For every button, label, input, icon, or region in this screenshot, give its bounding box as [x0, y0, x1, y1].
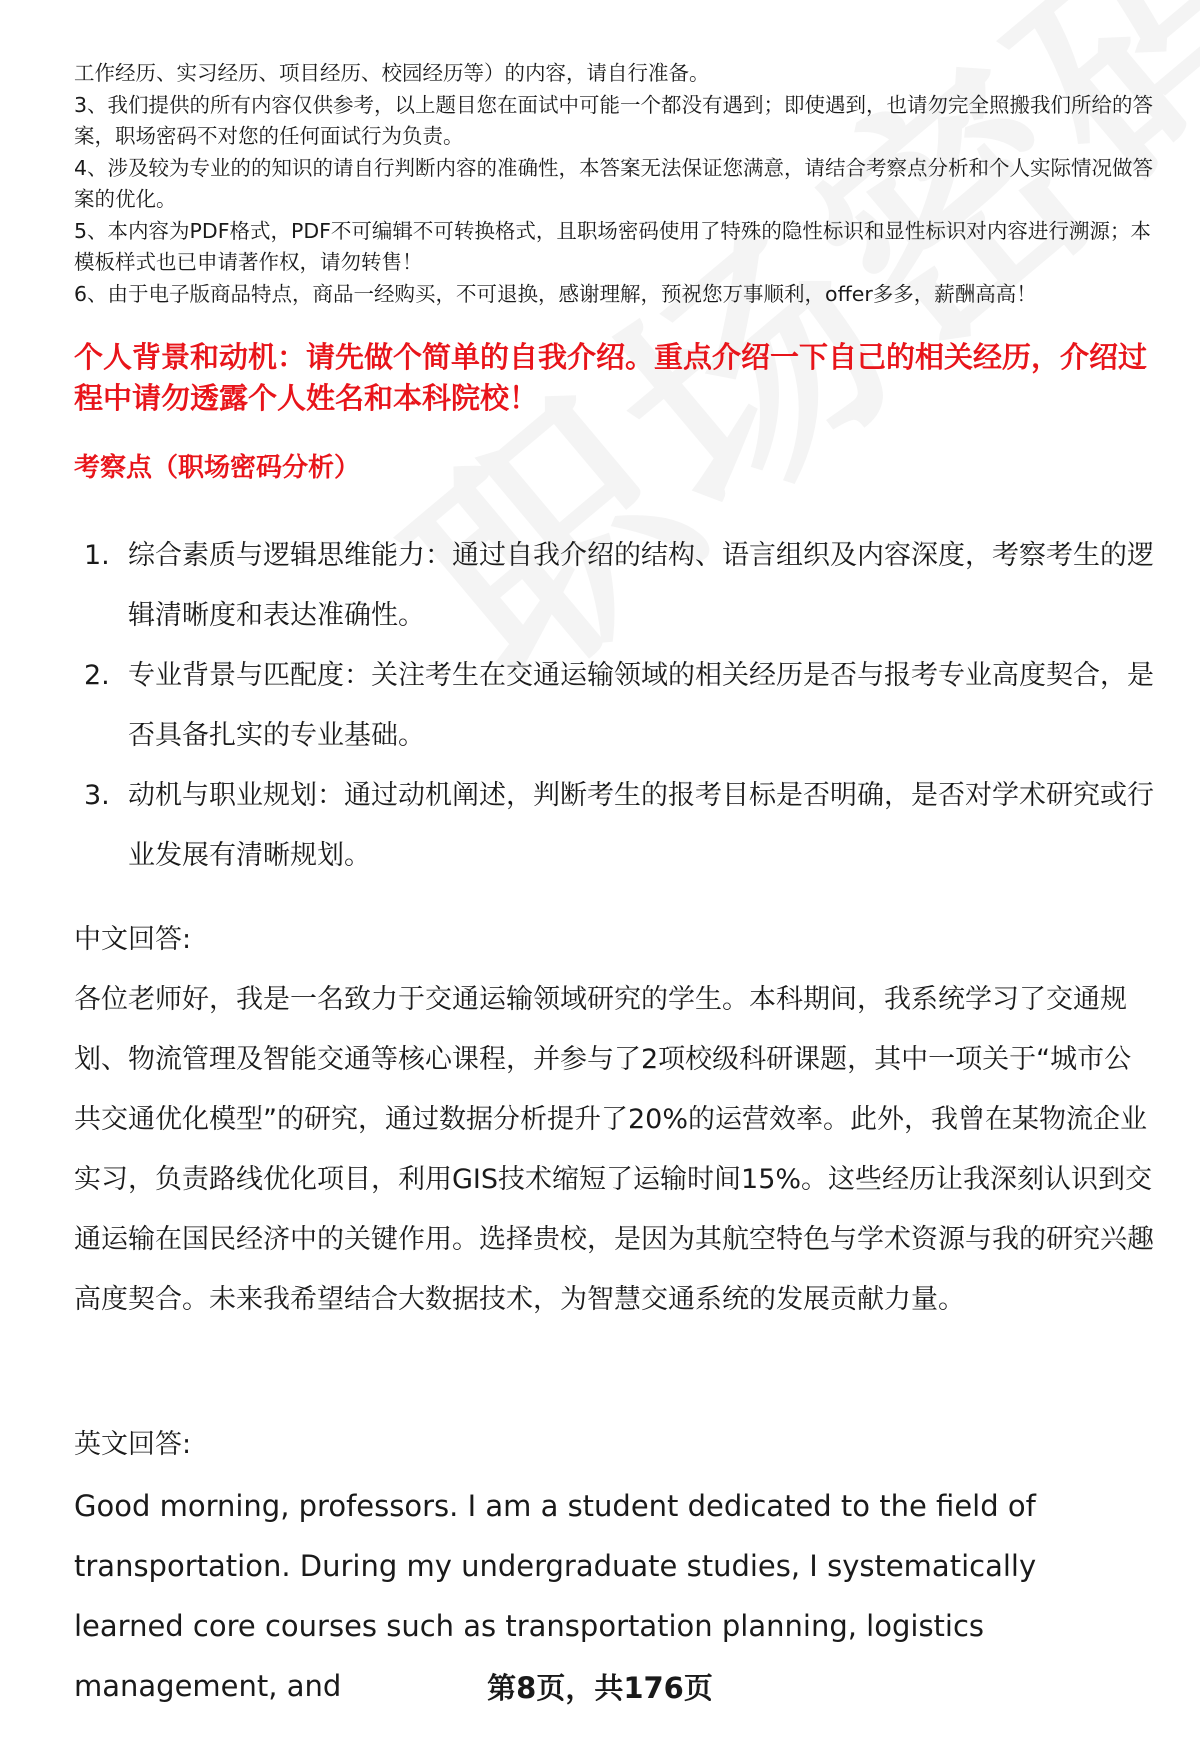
list-item-number: 1.	[84, 540, 110, 571]
list-item	[84, 646, 1164, 766]
list-item-number: 3.	[84, 780, 110, 811]
list-item	[84, 766, 1164, 886]
note-line: 3、我们提供的所有内容仅供参考，以上题目您在面试中可能一个都没有遇到；即使遇到，也请勿完全照搬我们所给的答案，职场密码不对您的任何面试行为负责。	[74, 92, 1154, 148]
list-item-text: 综合素质与逻辑思维能力：通过自我介绍的结构、语言组织及内容深度，考察考生的逻辑清晰度和表达准确性。	[128, 540, 1154, 631]
note-line: 5、本内容为PDF格式，PDF不可编辑不可转换格式，且职场密码使用了特殊的隐性标识和显性标识对内容进行溯源；本模板样式也已申请著作权，请勿转售！	[74, 218, 1151, 274]
notes-section	[74, 58, 1164, 310]
chinese-answer-label: 中文回答:	[74, 924, 192, 955]
note-line: 6、由于电子版商品特点，商品一经购买，不可退换，感谢理解，预祝您万事顺利，offer多多，薪酬高高！	[74, 281, 1037, 306]
list-item-text: 动机与职业规划：通过动机阐述，判断考生的报考目标是否明确，是否对学术研究或行业发展有清晰规划。	[128, 780, 1154, 871]
assessment-points-list	[84, 526, 1164, 886]
list-item-number: 2.	[84, 660, 110, 691]
note-line: 工作经历、实习经历、项目经历、校园经历等）的内容，请自行准备。	[74, 61, 710, 85]
english-answer-label: 英文回答:	[74, 1429, 192, 1460]
question-heading: 个人背景和动机：请先做个简单的自我介绍。重点介绍一下自己的相关经历，介绍过程中请勿透露个人姓名和本科院校！	[74, 340, 1148, 415]
note-line: 4、涉及较为专业的的知识的请自行判断内容的准确性，本答案无法保证您满意，请结合考察点分析和个人实际情况做答案的优化。	[74, 155, 1154, 211]
list-item-text: 专业背景与匹配度：关注考生在交通运输领域的相关经历是否与报考专业高度契合，是否具备扎实的专业基础。	[128, 660, 1154, 751]
english-answer-text: Good morning, professors. I am a student dedicated to the field of transportation. During my undergraduate studies, I systematically learned core courses such as transportation planning, logistics management, and	[74, 1489, 1037, 1703]
list-item	[84, 526, 1164, 646]
page-number-footer: 第8页，共176页	[487, 1671, 713, 1705]
assessment-points-title: 考察点（职场密码分析）	[74, 453, 361, 483]
chinese-answer-text: 各位老师好，我是一名致力于交通运输领域研究的学生。本科期间，我系统学习了交通规划、物流管理及智能交通等核心课程，并参与了2项校级科研课题，其中一项关于“城市公共交通优化模型”的研究，通过数据分析提升了20%的运营效率。此外，我曾在某物流企业实习，负责路线优化项目，利用GIS技术缩短了运输时间15%。这些经历让我深刻认识到交通运输在国民经济中的关键作用。选择贵校，是因为其航空特色与学术资源与我的研究兴趣高度契合。未来我希望结合大数据技术，为智慧交通系统的发展贡献力量。	[74, 984, 1154, 1315]
